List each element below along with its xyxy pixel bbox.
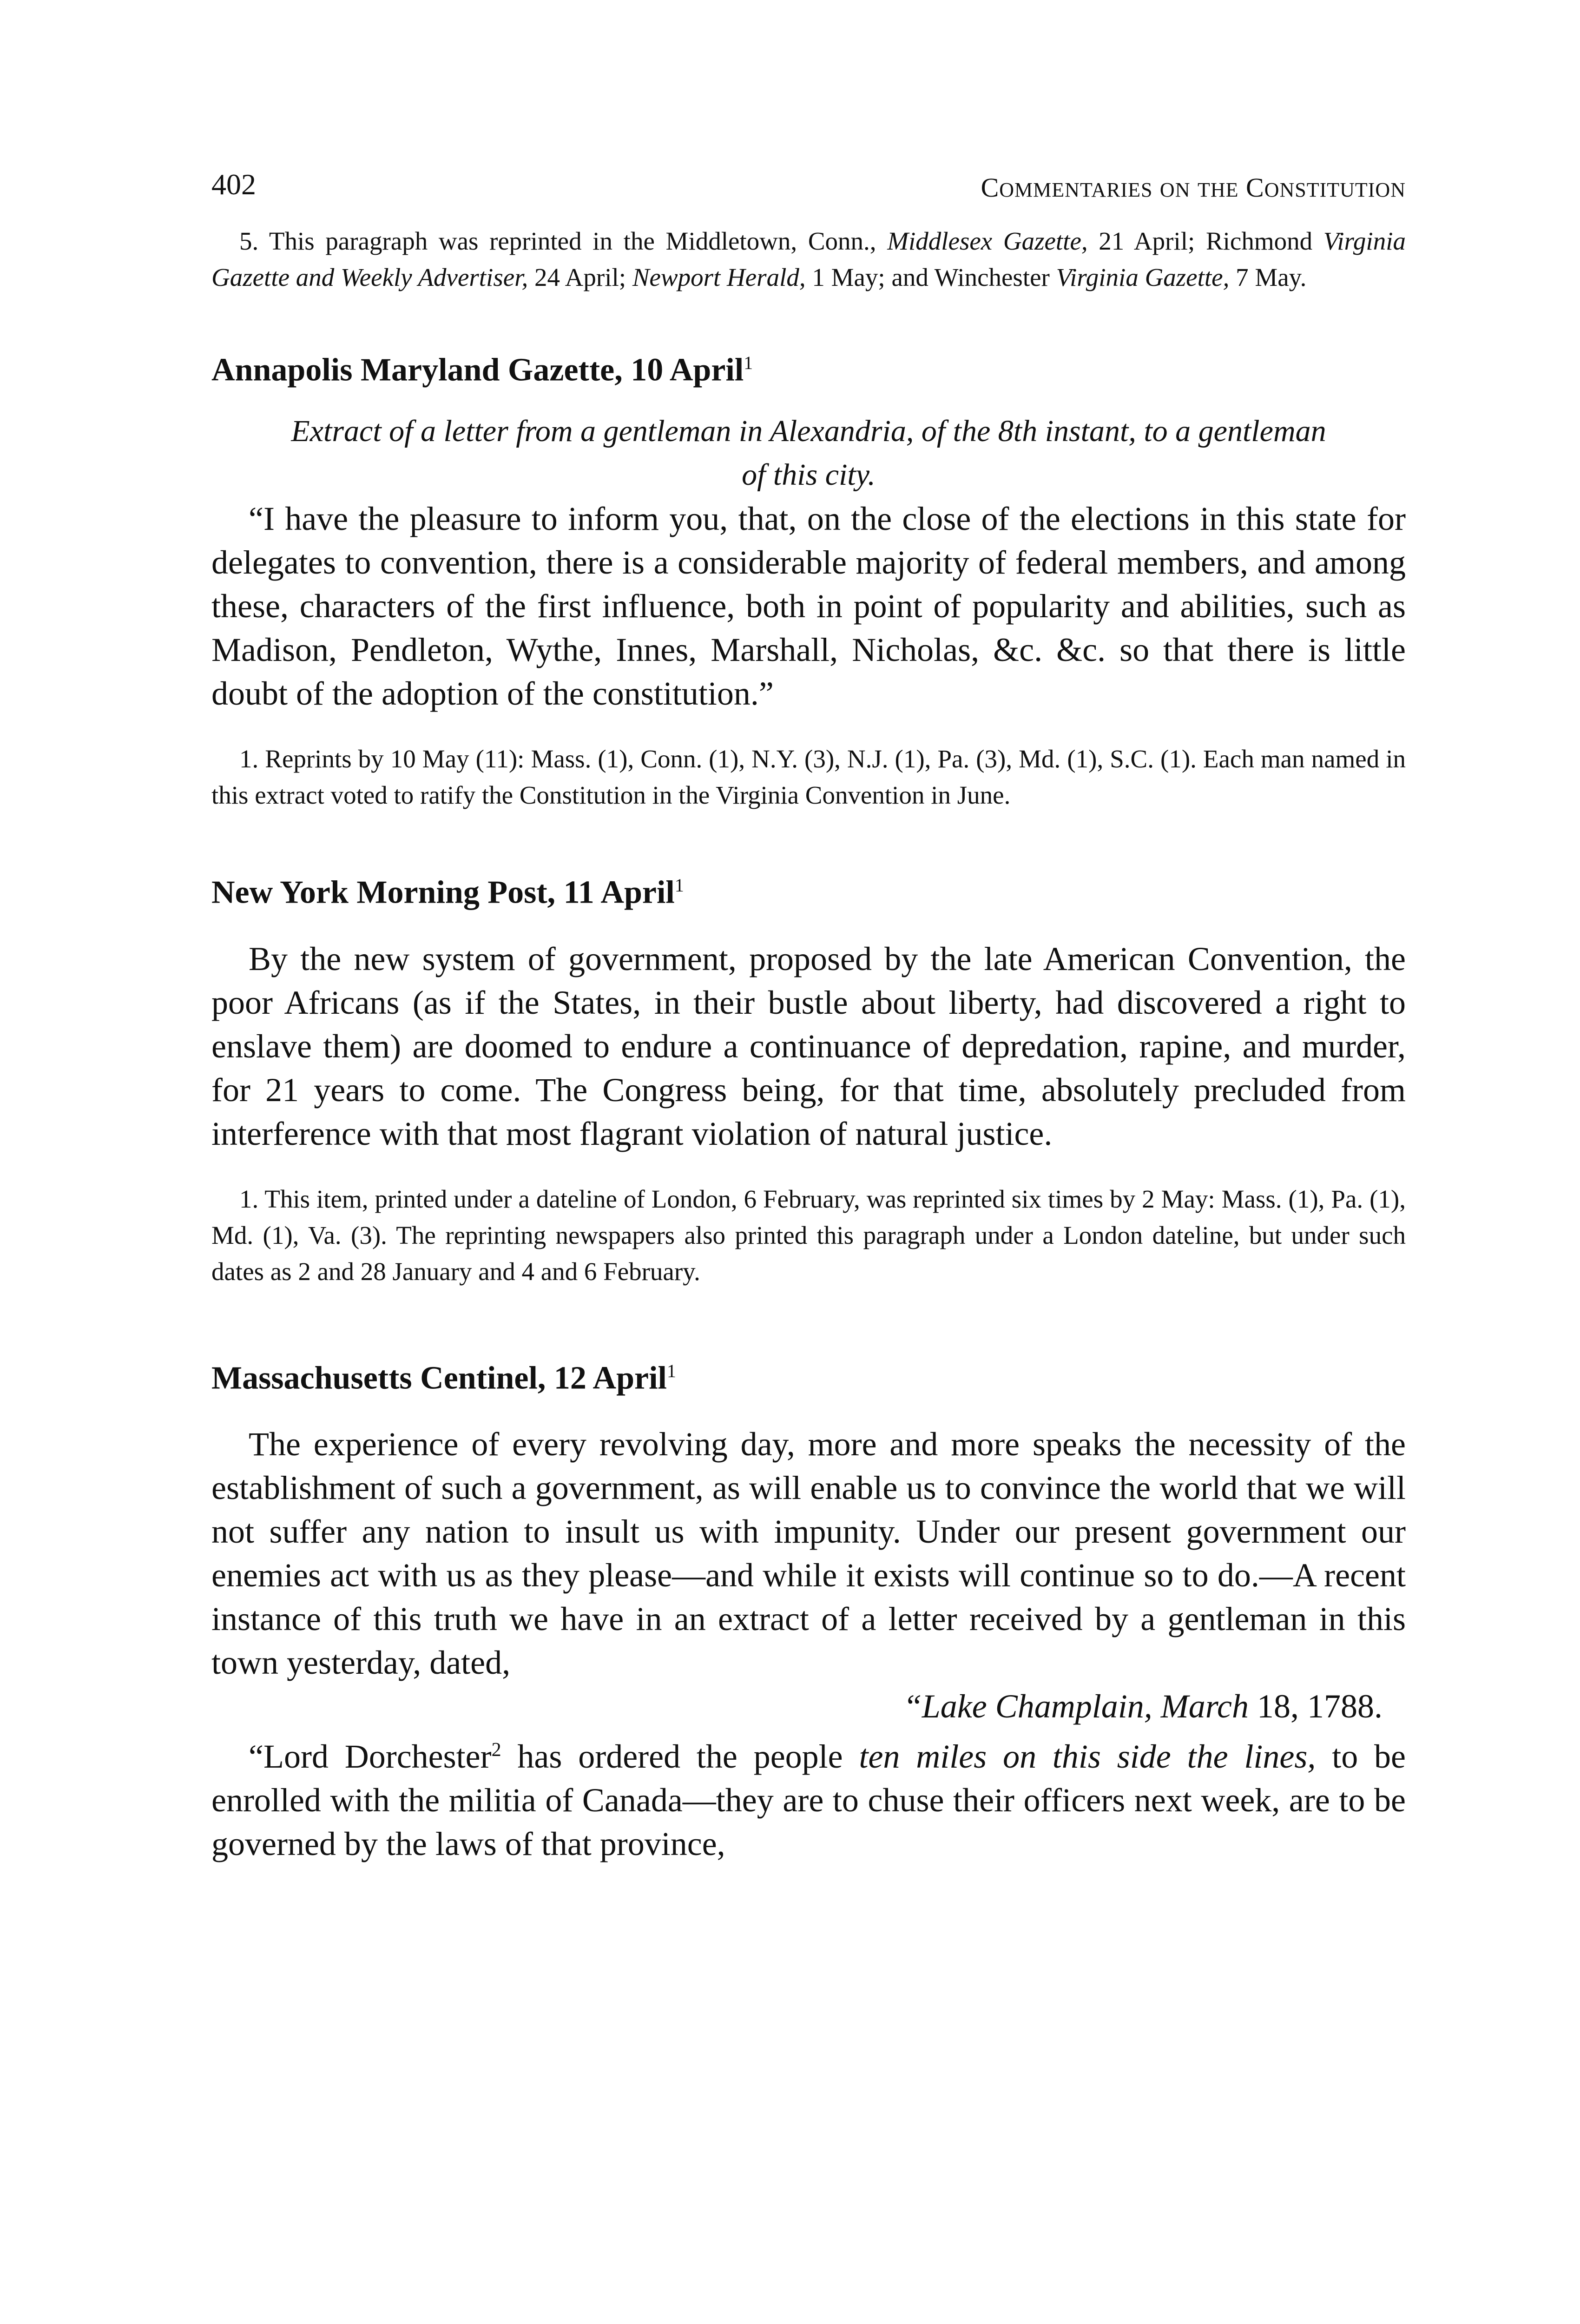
body-paragraph: “Lord Dorchester$^2$ has ordered the people ten miles on this side the lines, to be enrolled with the militia of Canada—they are to chuse their officers next week, are to be governed by the laws of that province, <box>211 1737 1406 1862</box>
extract-heading: Extract of a letter from a gentleman in Alexandria, of the 8th instant, to a gentleman of this city. <box>291 414 1326 492</box>
document-page <box>211 153 1406 1866</box>
footnote: 1. This item, printed under a dateline of London, 6 February, was reprinted six times by 2 May: Mass. (1), Pa. (1), Md. (1), Va. (3). The reprinting newspapers also printed this paragraph under a London dateline, but under such dates as 2 and 28 January and 4 and 6 February. <box>211 1184 1406 1286</box>
body-paragraph: By the new system of government, proposed by the late American Convention, the poor Africans (as if the States, in their bustle about liberty, had discovered a right to enslave them) are doomed to endure a continuance of depredation, rapine, and murder, for 21 years to come. The Congress being, for that time, absolutely precluded from interference with that most flagrant violation of natural justice. <box>211 940 1406 1152</box>
footnotes <box>211 741 1406 813</box>
section-new-york <box>211 865 1406 1289</box>
section-heading: New York Morning Post, 11 April$^1$ <box>211 874 684 911</box>
page-number: 402 <box>211 168 256 201</box>
section-centinel <box>211 1350 1406 1866</box>
body-paragraph: The experience of every revolving day, more and more speaks the necessity of the establishment of such a government, as will enable us to convince the world that we will not suffer any nation to insult us with impunity. Under our present government our enemies act with us as they please—and while it exists will continue so to do.—A recent instance of this truth we have in an extract of a letter received by a gentleman in this town yesterday, dated, <box>211 1425 1406 1681</box>
section-heading: Massachusetts Centinel, 12 April$^1$ <box>211 1360 676 1396</box>
body-paragraph: “I have the pleasure to inform you, that, on the close of the elections in this state for delegates to convention, there is a considerable majority of federal members, and among these, characters of the first influence, both in point of popularity and abilities, such as Madison, Pendleton, Wythe, Innes, Marshall, Nicholas, &c. &c. so that there is little doubt of the adoption of the constitution.” <box>211 500 1406 713</box>
footnotes <box>211 1181 1406 1290</box>
letter-dateline: “Lake Champlain, March 18, 1788. <box>903 1687 1382 1725</box>
section-annapolis <box>211 342 1406 813</box>
footnote-5: 5. This paragraph was reprinted in the Middletown, Conn., Middlesex Gazette, 21 April; Richmond Virginia Gazette and Weekly Advertiser, 24 April; Newport Herald, 1 May; and Winchester Virginia Gazette, 7 May. <box>211 227 1406 291</box>
running-head: COMMENTARIES ON THE CONSTITUTION <box>981 172 1406 203</box>
section-heading: Annapolis Maryland Gazette, 10 April$^1$ <box>211 352 753 388</box>
page-header <box>211 153 1406 205</box>
footnote: 1. Reprints by 10 May (11): Mass. (1), Conn. (1), N.Y. (3), N.J. (1), Pa. (3), Md. (1), S.C. (1). Each man named in this extract voted to ratify the Constitution in the Virginia Convention in June. <box>211 745 1406 810</box>
